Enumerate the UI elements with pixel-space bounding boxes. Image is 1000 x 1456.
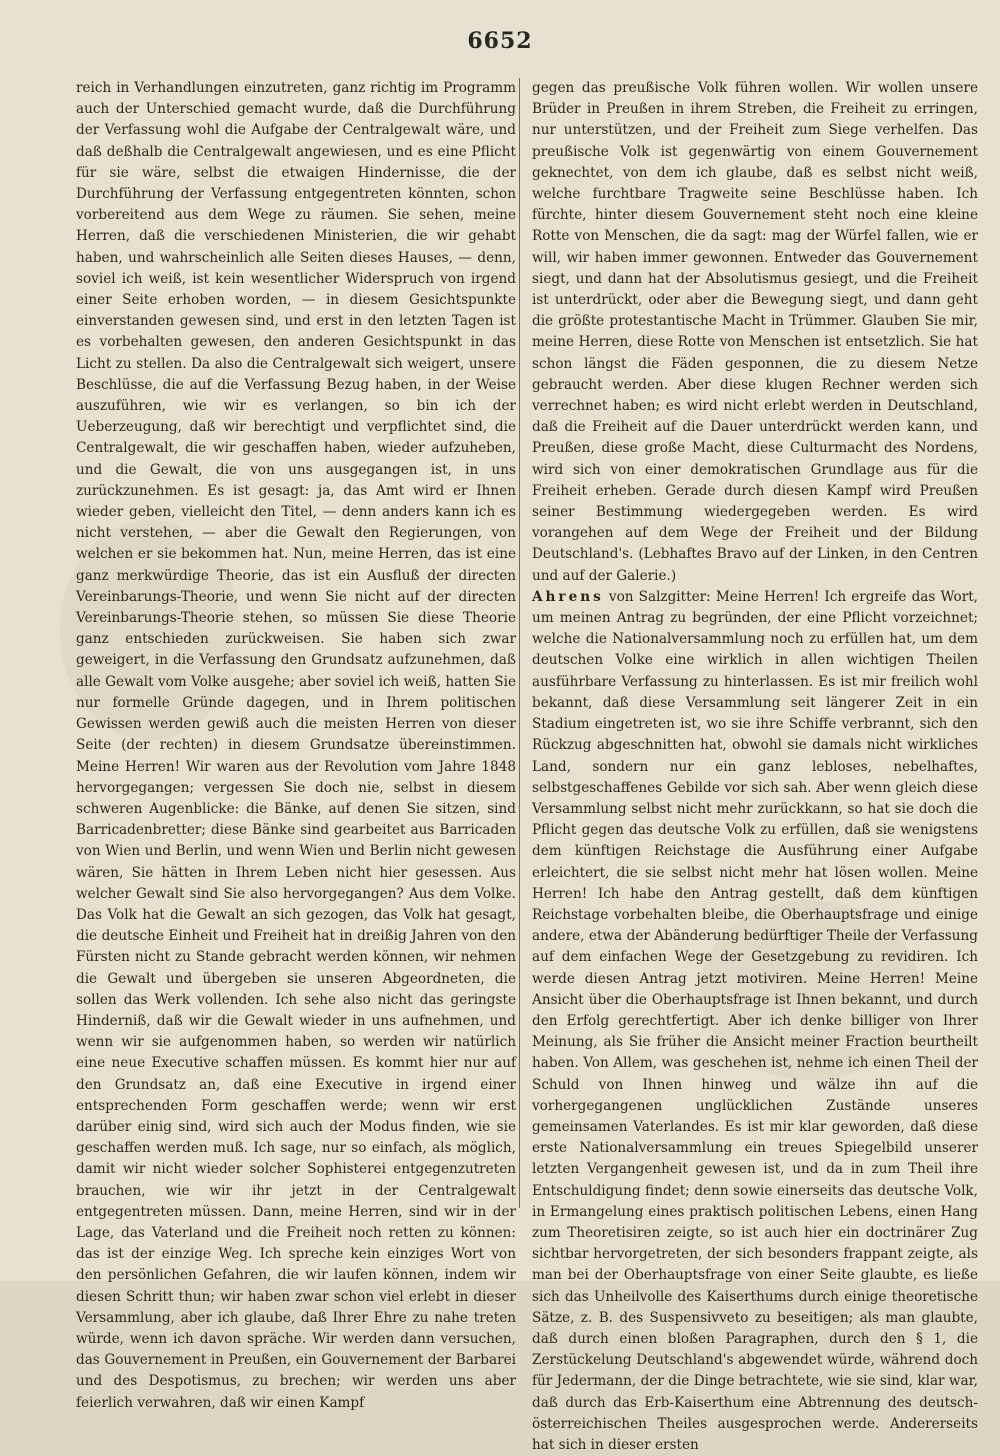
left-column xyxy=(76,78,516,1411)
left-column-text: reich in Verhandlungen einzutreten, ganz richtig im Programm auch der Unterschied gemacht wurde, daß die Durchführung der Verfassung wohl die Aufgabe der Centralgewalt wäre, und daß deßhalb die Centralgewalt angewiesen, und es eine Pflicht für sie wäre, selbst die etwaigen Hindernisse, die der Durchführung der Verfassung entgegentreten könnten, schon vorbereitend aus dem Wege zu räumen. Sie sehen, meine Herren, daß die verschiedenen Ministerien, die wir gehabt haben, und wahrscheinlich alle Seiten dieses Hauses, — denn, soviel ich weiß, ist kein wesentlicher Widerspruch von irgend einer Seite erhoben worden, — in diesem Gesichtspunkte einverstanden gewesen sind, und erst in den letzten Tagen ist es vorbehalten gewesen, den anderen Gesichtspunkt in das Licht zu stellen. Da also die Centralgewalt sich weigert, unsere Beschlüsse, die auf die Verfassung Bezug haben, in der Weise auszuführen, wie wir es verlangen, so bin ich der Ueberzeugung, daß wir berechtigt und verpflichtet sind, die Centralgewalt, die wir geschaffen haben, wieder aufzuheben, und die Gewalt, die von uns ausgegangen ist, in uns zurückzunehmen. Es ist gesagt: ja, das Amt wird er Ihnen wieder geben, vielleicht den Titel, — denn anders kann ich es nicht verstehen, — aber die Gewalt den Regierungen, von welchen er sie bekommen hat. Nun, meine Herren, das ist eine ganz merkwürdige Theorie, das ist ein Ausfluß der directen Vereinbarungs-Theorie, und wenn Sie nicht auf der directen Vereinbarungs-Theorie stehen, so müssen Sie diese Theorie ganz entschieden zurückweisen. Sie haben sich zwar geweigert, in die Verfassung den Grundsatz aufzunehmen, daß alle Gewalt vom Volke ausgehe; aber soviel ich weiß, hatten Sie nur formelle Gründe dagegen, und in Ihrem politischen Gewissen werden gewiß auch die meisten Herren von dieser Seite (der rechten) in diesem Grundsatze übereinstimmen. Meine Herren! Wir waren aus der Revolution vom Jahre 1848 hervorgegangen; vergessen Sie doch nie, selbst in diesem schweren Augenblicke: die Bänke, auf denen Sie sitzen, sind Barricadenbretter; diese Bänke sind gearbeitet aus Barricaden von Wien und Berlin, und wenn Wien und Berlin nicht gewesen wären, Sie hätten in Ihrem Leben nicht hier gesessen. Aus welcher Gewalt sind Sie also hervorgegangen? Aus dem Volke. Das Volk hat die Gewalt an sich gezogen, das Volk hat gesagt, die deutsche Einheit und Freiheit hat in dreißig Jahren von den Fürsten nicht zu Stande gebracht werden können, wir nehmen die Gewalt und übergeben sie unseren Abgeordneten, die sollen das Werk vollenden. Ich sehe also nicht das geringste Hinderniß, daß wir die Gewalt wieder in uns aufnehmen, und wenn wir sie aufgenommen haben, so werden wir natürlich eine neue Executive schaffen müssen. Es kommt hier nur auf den Grundsatz an, daß eine Executive in irgend einer entsprechenden Form geschaffen werde; wenn wir erst darüber einig sind, wird sich auch der Modus finden, wie sie geschaffen werden muß. Ich sage, nur so einfach, als möglich, damit wir nicht wieder solcher Sophisterei entgegenzutreten brauchen, wie wir ihr jetzt in der Centralgewalt entgegentreten müssen. Dann, meine Herren, sind wir in der Lage, das Vaterland und die Freiheit noch retten zu können: das ist der einzige Weg. Ich spreche kein einziges Wort von den persönlichen Gefahren, die wir laufen können, indem wir diesen Schritt thun; wir haben zwar schon viel erlebt in dieser Versammlung, aber ich glaube, daß Ihrer Ehre zu nahe treten würde, wenn ich davon spräche. Wir werden dann versuchen, das Gouvernement in Preußen, ein Gouvernement der Barbarei und des Despotismus, zu brechen; wir werden uns aber feierlich verwahren, daß wir einen Kampf xyxy=(76,80,516,1411)
speech-text: Meine Herren! Ich ergreife das Wort, um meinen Antrag zu begründen, der eine Pflicht vorzeichnet; welche die Nationalversammlung noch zu erfüllen hat, um dem deutschen Volke eine wirklich in allen wichtigen Theilen ausführbare Verfassung zu hinterlassen. Es ist mir freilich wohl bekannt, daß diese Versammlung seit längerer Zeit in ein Stadium eingetreten ist, wo sie ihre Schiffe verbrannt, sich den Rückzug abgeschnitten hat, obwohl sie damals nicht wirkliches Land, sondern nur ein ganz lebloses, nebelhaftes, selbstgeschaffenes Gebilde vor sich sah. Aber wenn gleich diese Versammlung selbst nicht mehr zurückkann, so hat sie doch die Pflicht gegen das deutsche Volk zu erfüllen, daß sie wenigstens dem künftigen Reichstage die Ausführung einer Aufgabe erleichtert, die sie selbst nicht mehr hat lösen wollen. Meine Herren! Ich habe den Antrag gestellt, daß dem künftigen Reichstage vorbehalten bleibe, die Oberhauptsfrage und einige andere, etwa der Abänderung bedürftiger Theile der Verfassung auf dem einfachen Wege der Gesetzgebung zu revidiren. Ich werde diesen Antrag jetzt motiviren. Meine Herren! Meine Ansicht über die Oberhauptsfrage ist Ihnen bekannt, und durch den Erfolg gerechtfertigt. Aber ich denke billiger von Ihrer Meinung, als Sie früher die Ansicht meiner Fraction beurtheilt haben. Von Allem, was geschehen ist, nehme ich einen Theil der Schuld von Ihnen hinweg und wälze ihn auf die vorhergegangenen unglücklichen Zustände unseres gemeinsamen Vaterlandes. Es ist mir klar geworden, daß diese erste Nationalversammlung ein treues Spiegelbild unserer letzten Vergangenheit gewesen ist, und da in zum Theil ihre Entschuldigung findet; denn sowie einerseits das deutsche Volk, in Ermangelung eines praktisch politischen Lebens, einen Hang zum Theoretisiren zeigte, so ist auch hier ein doctrinärer Zug sichtbar hervorgetreten, der sich besonders frappant zeigte, als man bei der Oberhauptsfrage von einer Seite glaubte, es ließe sich das Unheilvolle des Kaiserthums durch einige theoretische Sätze, z. B. des Suspensivveto zu beseitigen; als man glaubte, daß durch einen bloßen Paragraphen, durch den § 1, die Zerstückelung Deutschland's abgewendet würde, während doch für Jedermann, der die Dinge betrachtete, wie sie sind, klar war, daß durch das Erb-Kaiserthum eine Abtrennung des deutsch-österreichischen Theiles ausgesprochen werde. Andererseits hat sich in dieser ersten xyxy=(532,588,979,1453)
right-column-paragraph-2 xyxy=(532,587,978,1456)
column-divider xyxy=(519,78,520,1208)
right-column xyxy=(532,78,979,1453)
speaker-origin: von Salzgitter: xyxy=(608,588,711,605)
speaker-name: Ahrens xyxy=(532,588,604,605)
right-column-paragraph-1: gegen das preußische Volk führen wollen. Wir wollen unsere Brüder in Preußen in ihrem Streben, die Freiheit zu erringen, nur unterstützen, und der Freiheit zum Siege verhelfen. Das preußische Volk ist gegenwärtig von einem Gouvernement geknechtet, von dem ich glaube, daß es selbst nicht weiß, welche furchtbare Tragweite seine Beschlüsse haben. Ich fürchte, hinter diesem Gouvernement steht noch eine kleine Rotte von Menschen, die da sagt: mag der Würfel fallen, wie er will, wir haben immer gewonnen. Entweder das Gouvernement siegt, und dann hat der Absolutismus gesiegt, und die Freiheit ist unterdrückt, oder aber die Bewegung siegt, und dann geht die größte protestantische Macht in Trümmer. Glauben Sie mir, meine Herren, diese Rotte von Menschen ist entsetzlich. Sie hat schon längst die Fäden gesponnen, die zu diesem Netze gebraucht werden. Aber diese klugen Rechner werden sich verrechnet haben; es wird nicht erlebt werden in Deutschland, daß die Freiheit auf die Dauer unterdrückt werden kann, und Preußen, diese große Macht, diese Culturmacht des Nordens, wird sich von einer demokratischen Grundlage aus für die Freiheit erheben. Gerade durch diesen Kampf wird Preußen seiner Bestimmung wiedergegeben werden. Es wird vorangehen auf dem Wege der Freiheit und der Bildung Deutschland's. (Lebhaftes Bravo auf der Linken, in den Centren und auf der Galerie.) xyxy=(532,80,978,584)
page-number: 6652 xyxy=(467,28,533,54)
